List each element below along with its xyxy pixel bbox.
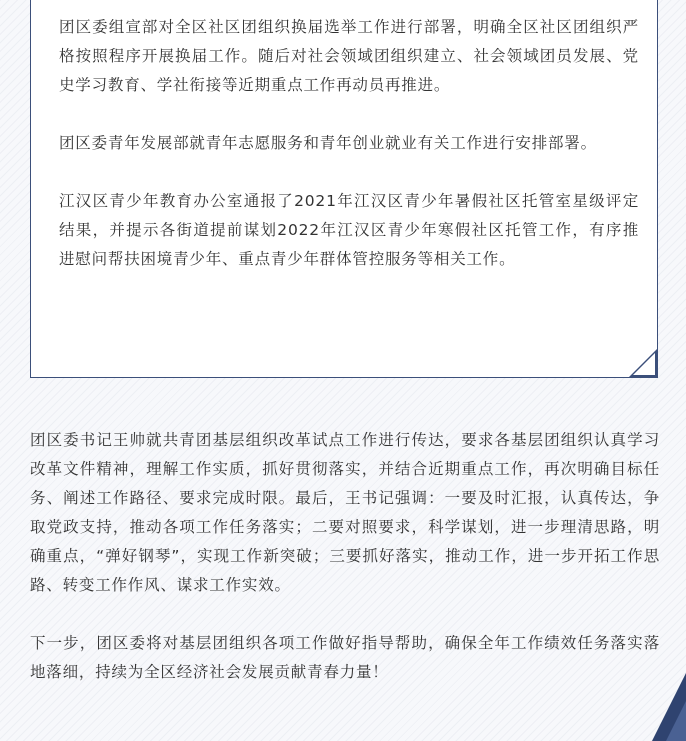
body-paragraph-1: 团区委书记王帅就共青团基层组织改革试点工作进行传达，要求各基层团组织认真学习改革文件精神，理解工作实质，抓好贯彻落实，并结合近期重点工作，再次明确目标任务、阐述工作路径、要求完成时限。最后，王书记强调：一要及时汇报，认真传达，争取党政支持，推动各项工作任务落实；二要对照要求，科学谋划，进一步理清思路，明确重点，“弹好钢琴”，实现工作新突破；三要抓好落实，推动工作，进一步开拓工作思路、转变工作作风、谋求工作实效。 [30, 431, 660, 594]
body-paragraph-2: 下一步，团区委将对基层团组织各项工作做好指导帮助，确保全年工作绩效任务落实落地落细，持续为全区经济社会发展贡献青春力量！ [30, 634, 660, 681]
card-paragraph-3: 江汉区青少年教育办公室通报了2021年江汉区青少年暑假社区托管室星级评定结果，并提示各街道提前谋划2022年江汉区青少年寒假社区托管工作，有序推进慰问帮扶困境青少年、重点青少年群体管控服务等相关工作。 [59, 192, 639, 268]
summary-card-text [59, 13, 639, 274]
summary-card [30, 0, 658, 378]
article-body [30, 426, 660, 687]
corner-decoration [646, 671, 686, 741]
card-paragraph-1: 团区委组宣部对全区社区团组织换届选举工作进行部署，明确全区社区团组织严格按照程序开展换届工作。随后对社会领域团组织建立、社会领域团员发展、党史学习教育、学社衔接等近期重点工作再动员再推进。 [59, 18, 639, 94]
card-paragraph-2: 团区委青年发展部就青年志愿服务和青年创业就业有关工作进行安排部署。 [59, 134, 597, 152]
card-corner-decoration [628, 348, 658, 378]
